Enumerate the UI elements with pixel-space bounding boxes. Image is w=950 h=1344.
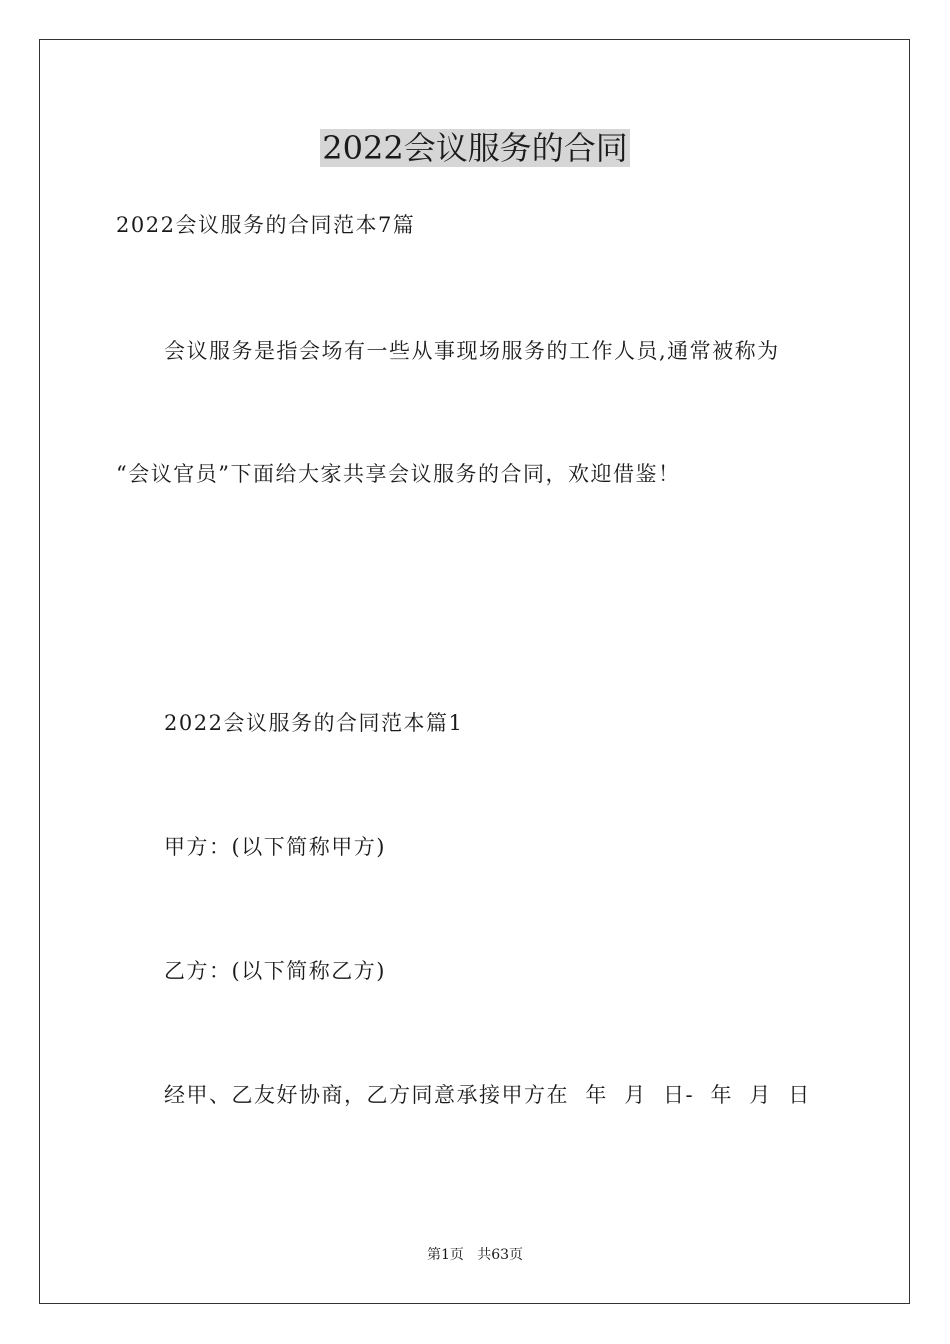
document-title-text: 2022会议服务的合同 — [322, 129, 628, 167]
document-subtitle: 2022会议服务的合同范本7篇 — [116, 213, 416, 237]
agreement-line: 经甲、乙友好协商，乙方同意承接甲方在 年 月 日- 年 月 日 — [164, 1083, 811, 1107]
section-heading: 2022会议服务的合同范本篇1 — [164, 711, 464, 735]
page-footer: 第1页 共63页 — [426, 1247, 524, 1263]
party-a-line: 甲方：(以下简称甲方) — [164, 835, 386, 859]
intro-paragraph-line-1: 会议服务是指会场有一些从事现场服务的工作人员,通常被称为 — [164, 339, 780, 363]
party-b-line: 乙方：(以下简称乙方) — [164, 959, 386, 983]
document-title — [0, 126, 950, 170]
intro-paragraph-line-2: “会议官员”下面给大家共享会议服务的合同，欢迎借鉴！ — [116, 462, 681, 486]
